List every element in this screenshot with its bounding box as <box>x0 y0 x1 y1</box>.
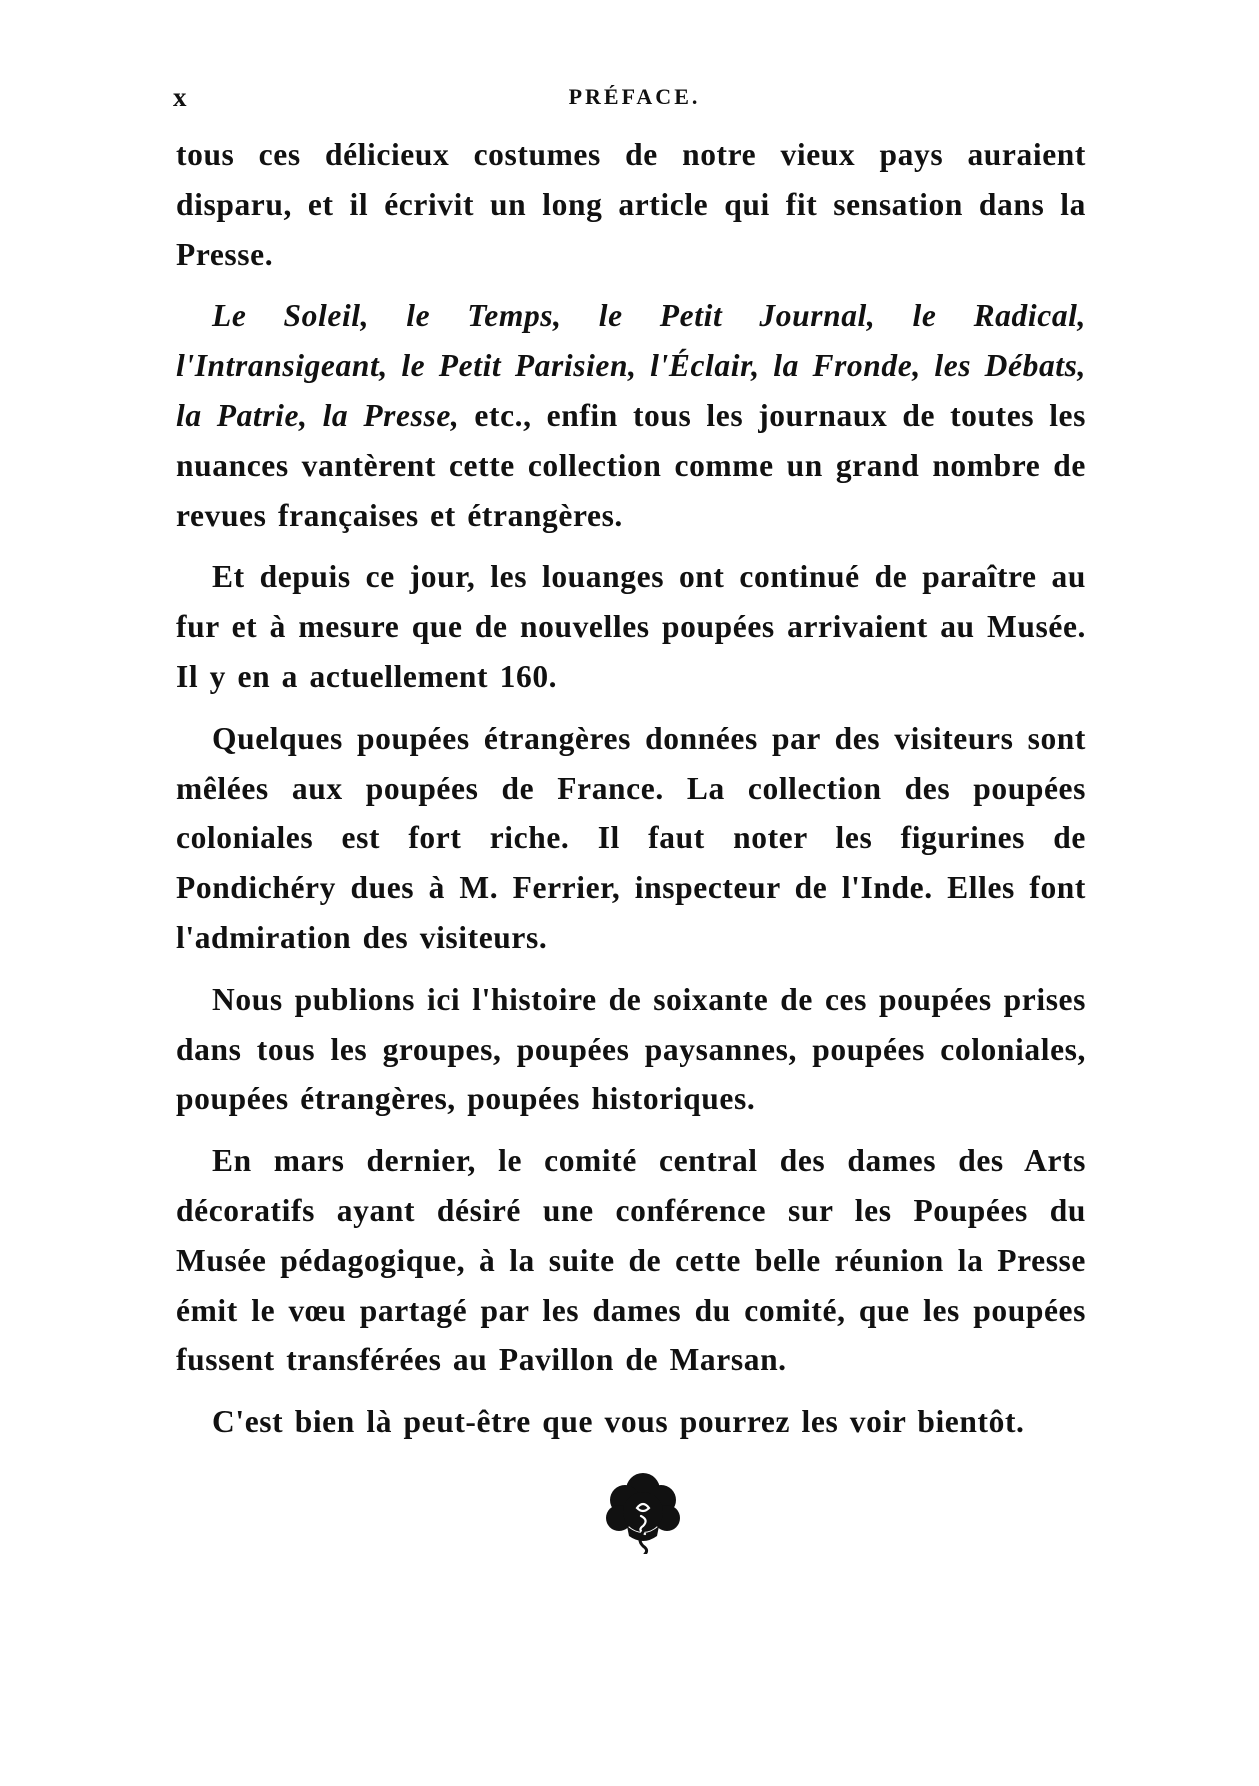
newspaper-list: Le Soleil, le Temps, le Petit Journal, le Radical, l'Intransigeant, le Petit Parisien, l'Éclair, la Fronde, les Débats, la Patrie, la Presse, <box>176 298 1086 433</box>
paragraph-5: Nous publions ici l'histoire de soixante de ces poupées prises dans tous les groupes, poupées paysannes, poupées coloniales, poupées étrangères, poupées historiques. <box>176 981 1086 1117</box>
page-number: x <box>173 82 188 112</box>
running-title: PRÉFACE. <box>568 84 701 109</box>
paragraph-4: Quelques poupées étrangères données par des visiteurs sont mêlées aux poupées de France. La collection des poupées coloniales est fort riche. Il faut noter les figurines de Pondichéry dues à M. Ferrier, inspecteur de l'Inde. Elles font l'admiration des visiteurs. <box>176 720 1086 955</box>
paragraph-2 <box>176 291 1086 540</box>
paragraph-6: En mars dernier, le comité central des dames des Arts décoratifs ayant désiré une conférence sur les Poupées du Musée pédagogique, à la suite de cette belle réunion la Presse émit le vœu partagé par les dames du comité, que les poupées fussent transférées au Pavillon de Marsan. <box>176 1143 1086 1378</box>
body-text <box>176 130 1086 1459</box>
paragraph-7: C'est bien là peut-être que vous pourrez les voir bientôt. <box>212 1404 1025 1440</box>
paragraph-1: tous ces délicieux costumes de notre vieux pays auraient disparu, et il écrivit un long article qui fit sensation dans la Presse. <box>176 137 1086 272</box>
floral-tailpiece-icon <box>603 1470 683 1554</box>
paragraph-2-rest: etc., enfin tous les journaux de toutes les nuances vantèrent cette collection comme un grand nombre de revues françaises et étrangères. <box>176 397 1086 533</box>
paragraph-3: Et depuis ce jour, les louanges ont continué de paraître au fur et à mesure que de nouvelles poupées arrivaient au Musée. Il y en a actuellement 160. <box>176 559 1086 694</box>
